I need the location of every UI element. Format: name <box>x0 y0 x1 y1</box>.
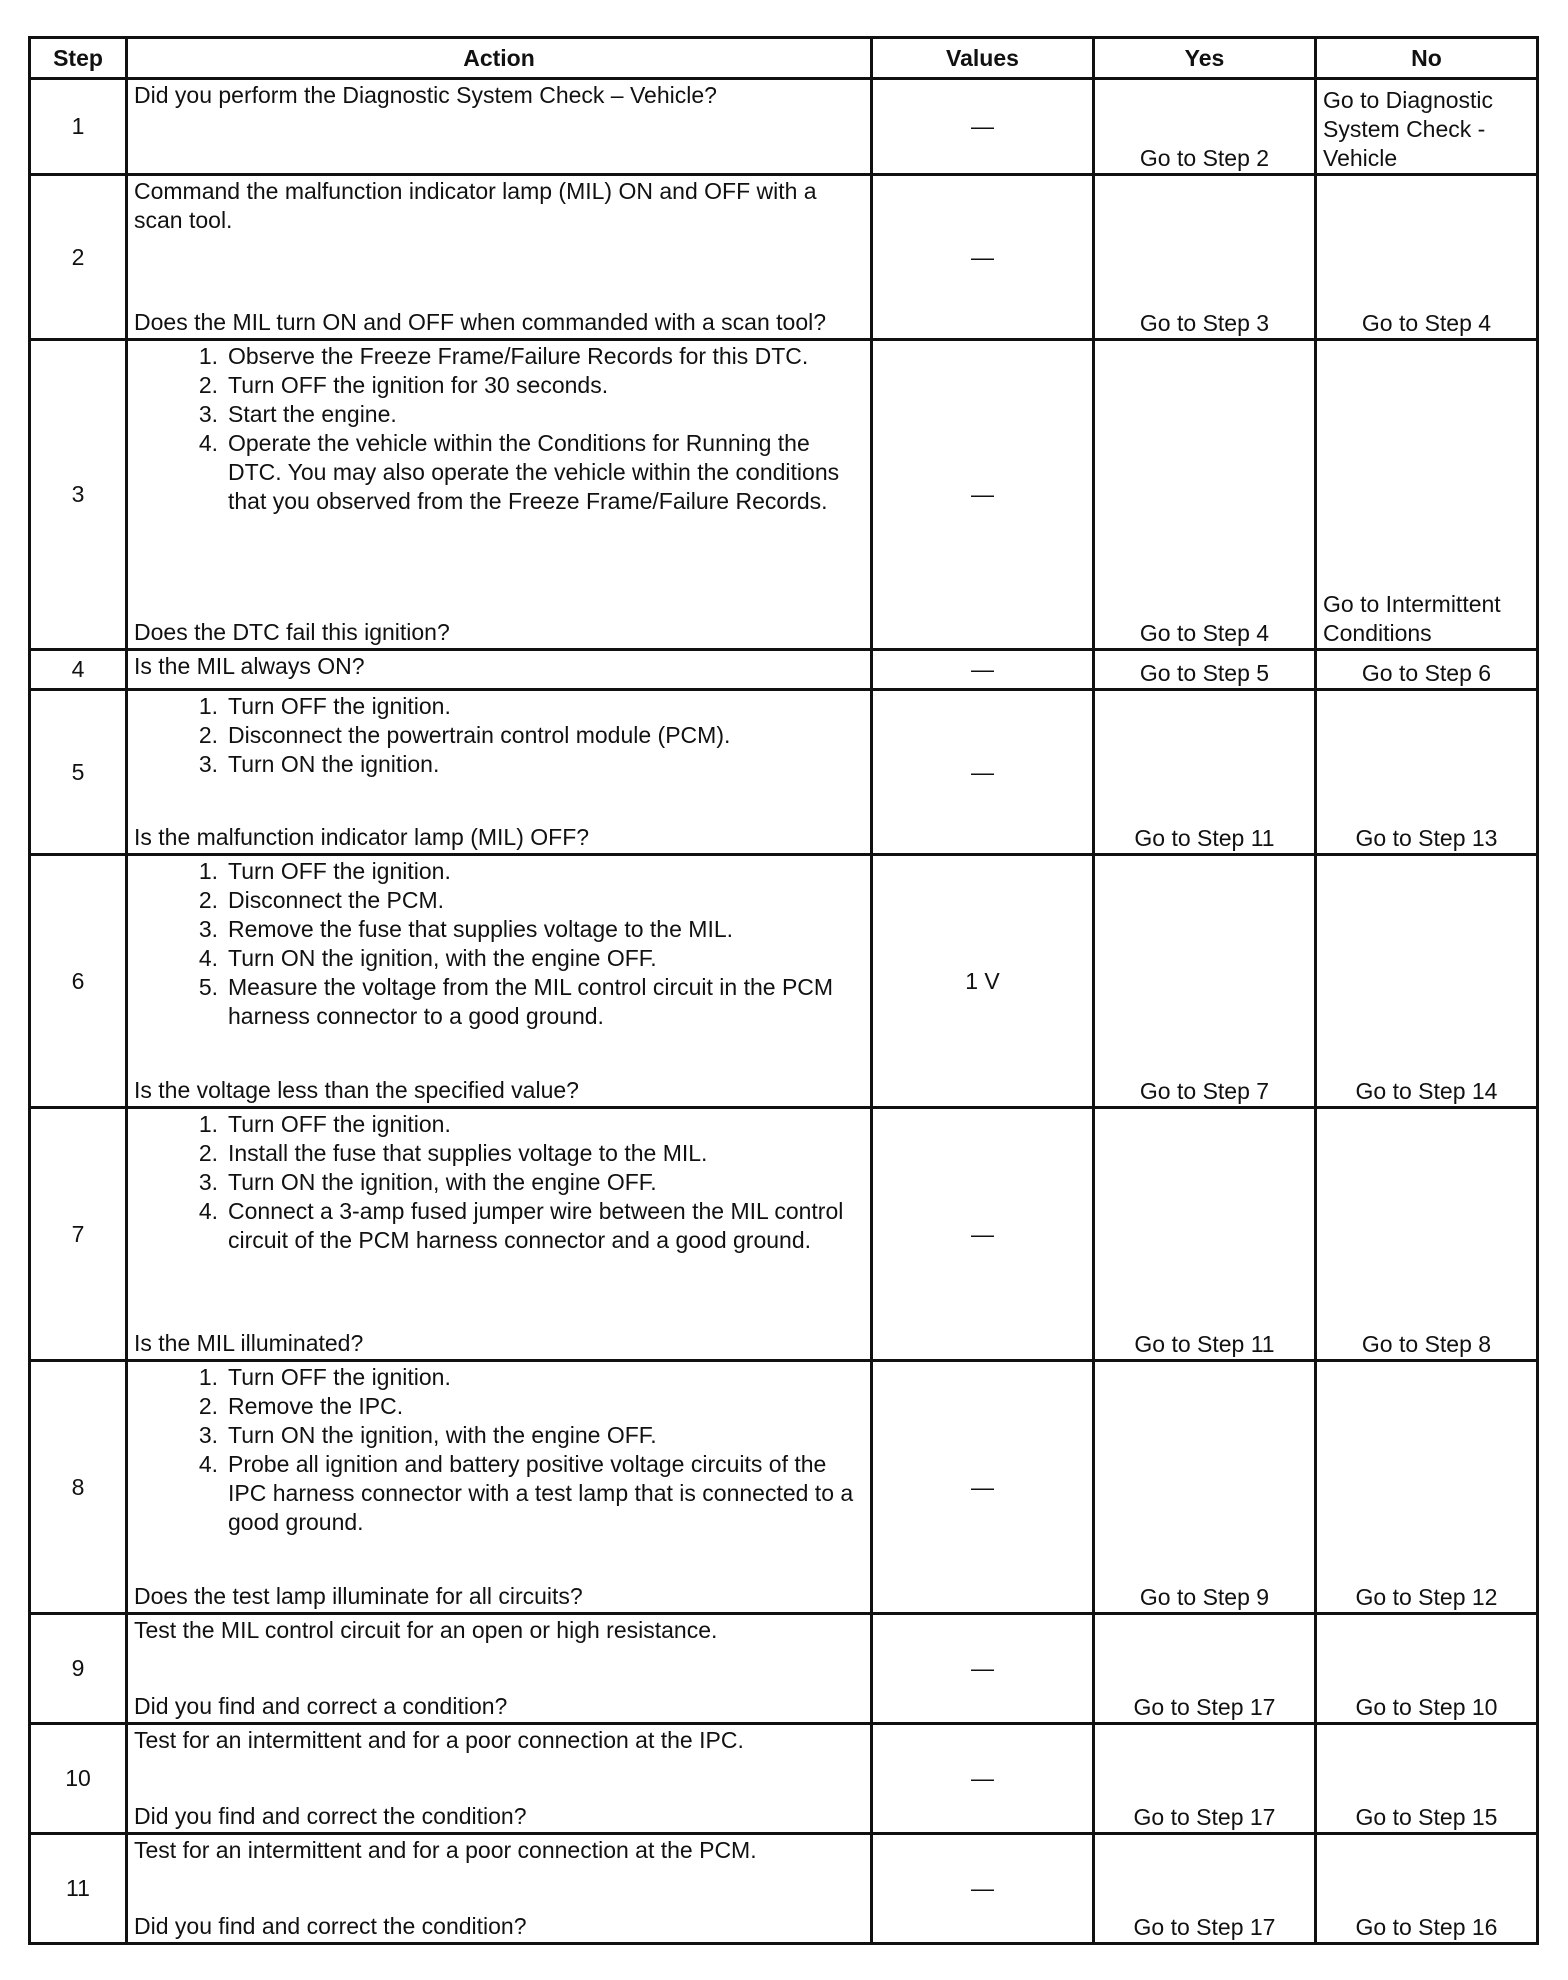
yes-cell: Go to Step 2 <box>1094 79 1316 175</box>
procedure-item <box>134 1110 864 1139</box>
procedure-item <box>134 1450 864 1537</box>
procedure-item-text: Turn ON the ignition. <box>228 751 440 777</box>
procedure-item-number: 3. <box>198 1422 218 1448</box>
value-cell: — <box>872 175 1094 340</box>
action-question: Is the voltage less than the specified value? <box>134 1077 579 1103</box>
step-number: 3 <box>30 340 127 650</box>
header-action: Action <box>127 38 872 79</box>
header-no: No <box>1316 38 1538 79</box>
action-text: Did you perform the Diagnostic System Check – Vehicle? <box>134 82 717 108</box>
step-number: 4 <box>30 650 127 690</box>
procedure-list <box>134 1363 864 1537</box>
procedure-item-number: 1. <box>198 858 218 884</box>
procedure-item-text: Turn ON the ignition, with the engine OFF. <box>228 1169 657 1195</box>
procedure-item-number: 2. <box>198 372 218 398</box>
procedure-item <box>134 1139 864 1168</box>
action-text: Command the malfunction indicator lamp (MIL) ON and OFF with a scan tool. <box>134 178 817 233</box>
action-cell <box>127 650 872 690</box>
yes-cell: Go to Step 7 <box>1094 855 1316 1108</box>
step-number: 5 <box>30 690 127 855</box>
action-cell <box>127 175 872 340</box>
procedure-item-number: 4. <box>198 1198 218 1224</box>
action-cell <box>127 690 872 855</box>
no-cell: Go to Step 15 <box>1316 1724 1538 1834</box>
value-cell: — <box>872 1724 1094 1834</box>
procedure-item <box>134 1363 864 1392</box>
procedure-item-number: 1. <box>198 343 218 369</box>
step-number: 1 <box>30 79 127 175</box>
procedure-item-number: 2. <box>198 887 218 913</box>
action-question: Did you find and correct the condition? <box>134 1803 527 1829</box>
procedure-item <box>134 857 864 886</box>
procedure-item-text: Turn OFF the ignition. <box>228 1111 451 1137</box>
procedure-item-text: Remove the fuse that supplies voltage to the MIL. <box>228 916 734 942</box>
procedure-item <box>134 1392 864 1421</box>
procedure-list <box>134 692 864 779</box>
procedure-item <box>134 371 864 400</box>
procedure-item-number: 3. <box>198 401 218 427</box>
action-cell <box>127 855 872 1108</box>
yes-cell: Go to Step 5 <box>1094 650 1316 690</box>
table-row <box>30 650 1538 690</box>
table-row <box>30 1834 1538 1944</box>
step-number: 6 <box>30 855 127 1108</box>
procedure-item-number: 3. <box>198 1169 218 1195</box>
procedure-item-number: 4. <box>198 430 218 456</box>
procedure-item <box>134 1168 864 1197</box>
action-text: Test the MIL control circuit for an open or high resistance. <box>134 1617 718 1643</box>
procedure-item-text: Install the fuse that supplies voltage to the MIL. <box>228 1140 708 1166</box>
procedure-item-text: Measure the voltage from the MIL control circuit in the PCM harness connector to a good ground. <box>228 974 834 1029</box>
step-number: 8 <box>30 1361 127 1614</box>
procedure-item-number: 2. <box>198 722 218 748</box>
procedure-item-text: Connect a 3-amp fused jumper wire between the MIL control circuit of the PCM harness connector and a good ground. <box>228 1198 844 1253</box>
no-cell: Go to Step 16 <box>1316 1834 1538 1944</box>
procedure-item-number: 4. <box>198 945 218 971</box>
value-cell: — <box>872 79 1094 175</box>
procedure-item-text: Remove the IPC. <box>228 1393 404 1419</box>
procedure-item-text: Disconnect the PCM. <box>228 887 445 913</box>
table-row <box>30 79 1538 175</box>
procedure-item-number: 5. <box>198 974 218 1000</box>
procedure-list <box>134 857 864 1031</box>
table-row <box>30 340 1538 650</box>
step-number: 10 <box>30 1724 127 1834</box>
procedure-item <box>134 1197 864 1255</box>
procedure-item <box>134 342 864 371</box>
value-cell: — <box>872 340 1094 650</box>
no-cell: Go to Diagnostic System Check - Vehicle <box>1316 79 1538 175</box>
yes-cell: Go to Step 4 <box>1094 340 1316 650</box>
procedure-item <box>134 400 864 429</box>
procedure-item-number: 2. <box>198 1140 218 1166</box>
no-cell: Go to Step 6 <box>1316 650 1538 690</box>
action-question: Is the malfunction indicator lamp (MIL) OFF? <box>134 824 590 850</box>
procedure-item <box>134 692 864 721</box>
procedure-item-number: 2. <box>198 1393 218 1419</box>
yes-cell: Go to Step 17 <box>1094 1834 1316 1944</box>
table-row <box>30 1361 1538 1614</box>
procedure-item <box>134 973 864 1031</box>
table-row <box>30 855 1538 1108</box>
procedure-item <box>134 750 864 779</box>
procedure-item <box>134 944 864 973</box>
step-number: 9 <box>30 1614 127 1724</box>
value-cell: 1 V <box>872 855 1094 1108</box>
procedure-item-text: Start the engine. <box>228 401 397 427</box>
value-cell: — <box>872 1834 1094 1944</box>
procedure-item-text: Disconnect the powertrain control module (PCM). <box>228 722 731 748</box>
no-cell: Go to Step 10 <box>1316 1614 1538 1724</box>
action-text: Test for an intermittent and for a poor connection at the PCM. <box>134 1837 757 1863</box>
no-cell: Go to Step 13 <box>1316 690 1538 855</box>
table-row <box>30 1108 1538 1361</box>
action-text: Is the MIL always ON? <box>134 653 365 679</box>
value-cell: — <box>872 690 1094 855</box>
procedure-item-text: Turn OFF the ignition. <box>228 693 451 719</box>
header-values: Values <box>872 38 1094 79</box>
yes-cell: Go to Step 3 <box>1094 175 1316 340</box>
action-question: Does the MIL turn ON and OFF when commanded with a scan tool? <box>134 309 827 335</box>
table-row <box>30 690 1538 855</box>
procedure-item-number: 4. <box>198 1451 218 1477</box>
procedure-item-text: Operate the vehicle within the Conditions for Running the DTC. You may also operate the vehicle within the conditions that you observed from the Freeze Frame/Failure Records. <box>228 430 840 514</box>
value-cell: — <box>872 650 1094 690</box>
procedure-item <box>134 429 864 516</box>
yes-cell: Go to Step 9 <box>1094 1361 1316 1614</box>
header-yes: Yes <box>1094 38 1316 79</box>
procedure-item-text: Observe the Freeze Frame/Failure Records for this DTC. <box>228 343 809 369</box>
no-cell: Go to Step 4 <box>1316 175 1538 340</box>
value-cell: — <box>872 1614 1094 1724</box>
table-row <box>30 175 1538 340</box>
procedure-item <box>134 915 864 944</box>
procedure-item-number: 1. <box>198 1111 218 1137</box>
step-number: 7 <box>30 1108 127 1361</box>
procedure-item-number: 1. <box>198 693 218 719</box>
procedure-item-number: 1. <box>198 1364 218 1390</box>
action-cell <box>127 340 872 650</box>
procedure-item-number: 3. <box>198 916 218 942</box>
action-question: Did you find and correct the condition? <box>134 1913 527 1939</box>
header-row <box>30 38 1538 79</box>
procedure-item <box>134 1421 864 1450</box>
yes-cell: Go to Step 11 <box>1094 1108 1316 1361</box>
procedure-item-text: Turn ON the ignition, with the engine OFF. <box>228 945 657 971</box>
action-question: Did you find and correct a condition? <box>134 1693 508 1719</box>
table-row <box>30 1724 1538 1834</box>
action-cell <box>127 1361 872 1614</box>
procedure-item-text: Turn OFF the ignition. <box>228 1364 451 1390</box>
action-text: Test for an intermittent and for a poor connection at the IPC. <box>134 1727 744 1753</box>
diagnostic-table <box>28 36 1539 1945</box>
procedure-item-number: 3. <box>198 751 218 777</box>
value-cell: — <box>872 1108 1094 1361</box>
action-cell <box>127 79 872 175</box>
action-cell <box>127 1724 872 1834</box>
action-cell <box>127 1108 872 1361</box>
yes-cell: Go to Step 11 <box>1094 690 1316 855</box>
table-row <box>30 1614 1538 1724</box>
yes-cell: Go to Step 17 <box>1094 1614 1316 1724</box>
step-number: 2 <box>30 175 127 340</box>
action-question: Does the DTC fail this ignition? <box>134 619 450 645</box>
step-number: 11 <box>30 1834 127 1944</box>
procedure-list <box>134 342 864 516</box>
procedure-list <box>134 1110 864 1255</box>
procedure-item-text: Turn OFF the ignition. <box>228 858 451 884</box>
action-question: Does the test lamp illuminate for all circuits? <box>134 1583 583 1609</box>
no-cell: Go to Intermittent Conditions <box>1316 340 1538 650</box>
action-cell <box>127 1834 872 1944</box>
no-cell: Go to Step 14 <box>1316 855 1538 1108</box>
value-cell: — <box>872 1361 1094 1614</box>
procedure-item <box>134 721 864 750</box>
procedure-item-text: Probe all ignition and battery positive voltage circuits of the IPC harness connector with a test lamp that is connected to a good ground. <box>228 1451 854 1535</box>
procedure-item-text: Turn ON the ignition, with the engine OFF. <box>228 1422 657 1448</box>
procedure-item-text: Turn OFF the ignition for 30 seconds. <box>228 372 609 398</box>
procedure-item <box>134 886 864 915</box>
action-question: Is the MIL illuminated? <box>134 1330 364 1356</box>
header-step: Step <box>30 38 127 79</box>
yes-cell: Go to Step 17 <box>1094 1724 1316 1834</box>
action-cell <box>127 1614 872 1724</box>
no-cell: Go to Step 8 <box>1316 1108 1538 1361</box>
no-cell: Go to Step 12 <box>1316 1361 1538 1614</box>
